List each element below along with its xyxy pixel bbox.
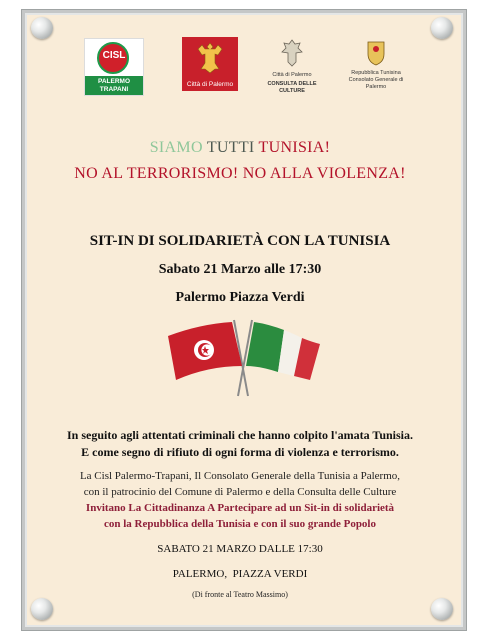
- screw-bottom-left: [31, 598, 53, 620]
- screw-top-right: [431, 17, 453, 39]
- body-p2-line1: La Cisl Palermo-Trapani, Il Consolato Generale della Tunisia a Palermo,: [79, 470, 401, 482]
- palermo-city-logo: [182, 37, 238, 91]
- consulta-line2: CONSULTA DELLE CULTURE: [267, 81, 317, 94]
- headline-siamo: SIAMO: [149, 139, 203, 156]
- tunisia-flag: [168, 322, 242, 380]
- cisl-sub1: PALERMO: [97, 78, 131, 85]
- headline-tutti: TUTTI: [206, 139, 255, 156]
- body-p1-line1: In seguito agli attentati criminali che hanno colpito l'amata Tunisia.: [66, 428, 414, 442]
- body-p1-line2: E come segno di rifiuto di ogni forma di violenza e terrorismo.: [81, 445, 399, 459]
- body-p2-line2: con il patrocinio del Comune di Palermo e della Consulta delle Culture: [83, 486, 397, 498]
- event-title: SIT-IN DI SOLIDARIETÀ CON LA TUNISIA: [89, 233, 391, 249]
- consolato-line1: Repubblica Tunisina: [351, 70, 401, 76]
- eagle-icon: [196, 41, 224, 75]
- event-date: Sabato 21 Marzo alle 17:30: [158, 262, 322, 277]
- palermo-logo-label: Città di Palermo: [186, 81, 234, 88]
- cisl-logo-text: CISL: [102, 50, 126, 61]
- footer-date: SABATO 21 MARZO DALLE 17:30: [157, 543, 323, 555]
- consolato-logo: [342, 38, 410, 91]
- cisl-sub2: TRAPANI: [99, 86, 129, 93]
- headline-line1: [0, 139, 480, 157]
- crossed-flags-illustration: [160, 314, 324, 398]
- body-p2-line3: Invitano La Cittadinanza A Partecipare ad un Sit-in di solidarietà: [85, 502, 395, 514]
- headline-line2: NO AL TERRORISMO! NO ALLA VIOLENZA!: [74, 165, 406, 182]
- event-place: Palermo Piazza Verdi: [175, 290, 305, 305]
- consulta-line1: Città di Palermo: [272, 72, 312, 78]
- headline-tunisia: TUNISIA!: [258, 139, 331, 156]
- body-p2-line4: con la Repubblica della Tunisia e con il suo grande Popolo: [103, 518, 376, 530]
- footer-place: PALERMO, PIAZZA VERDI: [172, 568, 308, 580]
- cisl-logo: [84, 38, 144, 96]
- italy-flag: [246, 322, 320, 380]
- screw-top-left: [31, 17, 53, 39]
- consulta-logo: [262, 38, 322, 95]
- consolato-line3: Palermo: [365, 84, 387, 90]
- consolato-line2: Consolato Generale di: [348, 77, 404, 83]
- footer-note: (Di fronte al Teatro Massimo): [192, 590, 288, 599]
- coat-of-arms-icon: [280, 38, 304, 68]
- cisl-band: [85, 76, 143, 95]
- screw-bottom-right: [431, 598, 453, 620]
- tunisia-emblem-icon: [364, 38, 388, 66]
